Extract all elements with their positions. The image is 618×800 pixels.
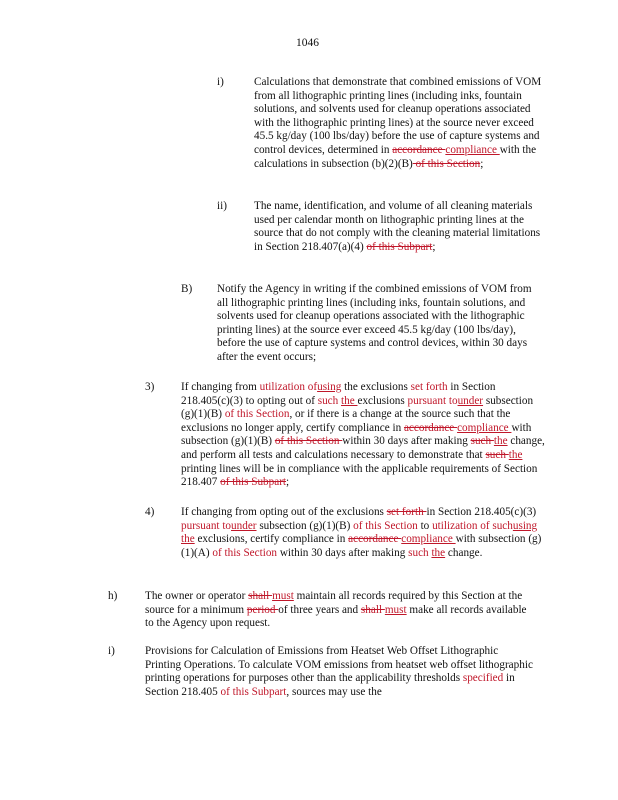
page-number: 1046 — [296, 37, 319, 49]
deleted-text: accordance — [392, 143, 446, 156]
revised-text: pursuant to — [181, 519, 232, 532]
text-run: of three years and — [278, 603, 361, 616]
deleted-text: of this Section — [274, 435, 343, 448]
item-label-4: 4) — [145, 506, 155, 518]
item-label-h: h) — [108, 590, 118, 602]
inserted-text: using — [317, 381, 342, 393]
deleted-text: of this Subpart — [220, 476, 287, 489]
text-run: , or if there is a change at the source such that the exclusions no longer apply, certify compliance in — [181, 408, 511, 434]
item-label-B: B) — [181, 283, 193, 295]
paragraph — [254, 200, 546, 254]
revised-text: utilization of such — [432, 519, 513, 532]
text-run: , sources may use the — [286, 685, 382, 698]
revised-text: of this Section — [212, 546, 278, 559]
inserted-text: compliance — [445, 143, 500, 156]
item-label-i: i) — [217, 76, 224, 88]
item-label-ii: ii) — [217, 200, 227, 212]
revised-text: set forth — [410, 381, 448, 393]
deleted-text: accordance — [403, 421, 458, 434]
inserted-text: the — [493, 435, 508, 448]
text-run: in Section 218.405 — [145, 672, 515, 698]
text-run: The owner or operator — [145, 590, 249, 602]
deleted-text: shall — [360, 603, 385, 616]
paragraph — [254, 76, 546, 171]
item-ii-text — [254, 200, 546, 254]
inserted-text: the — [341, 394, 358, 407]
revised-text: such — [408, 546, 432, 559]
revised-text: pursuant to — [407, 394, 458, 407]
text-run: in Section 218.405(c)(3) — [426, 506, 537, 518]
item-i-upper-text — [145, 645, 537, 699]
text-run: If changing from — [181, 381, 260, 393]
inserted-text: the — [431, 546, 446, 559]
text-run: printing lines will be in compliance with the applicable requirements of Section 218.407 — [181, 462, 538, 489]
paragraph — [145, 645, 537, 699]
revised-text: such — [317, 394, 342, 407]
text-run: If changing from opting out of the exclusions — [181, 506, 387, 518]
text-run: ; — [432, 240, 436, 253]
paragraph — [181, 381, 545, 490]
inserted-text: compliance — [401, 533, 456, 546]
item-i-text — [254, 76, 546, 171]
text-run: Notify the Agency in writing if the combined emissions of VOM from all lithographic printing lines (including inks, fountain solutions, and solvents used for cleanup operations associated with the lithographic printing lines) at the source ever exceed 45.5 kg/day (100 lbs/day), before the use of capture systems and control devices, within 30 days after the event occurs; — [217, 283, 532, 363]
text-run: ; — [286, 476, 290, 489]
text-run: within 30 days after making — [277, 546, 409, 559]
text-run: Calculations that demonstrate that combined emissions of VOM from all lithographic printing lines (including inks, fountain solutions, and solvents used for cleanup operations associated with the lithographic printing lines) at the source never exceed 45.5 kg/day (100 lbs/day) before the use of capture systems and control devices, determined in — [254, 76, 542, 156]
text-run: The name, identification, and volume of all cleaning materials used per calendar month on lithographic printing lines at the source that do not comply with the cleaning material limitations in Section 218.407(a)(4) — [254, 200, 541, 253]
inserted-text: compliance — [457, 421, 512, 434]
deleted-text: accordance — [348, 533, 402, 546]
revised-text: utilization of — [259, 381, 318, 393]
inserted-text: using the — [181, 519, 538, 546]
text-run: exclusions — [357, 394, 408, 407]
item-label-i-upper: i) — [108, 645, 115, 657]
deleted-text: period — [246, 603, 279, 616]
text-run: Provisions for Calculation of Emissions from Heatset Web Offset Lithographic Printing Operations. To calculate VOM emissions from heatset web offset lithographic printing operations for purposes other than the applicability thresholds — [145, 645, 533, 685]
text-run: with subsection (g)(1)(B) — [181, 421, 532, 448]
item-label-3: 3) — [145, 381, 155, 393]
text-run: the exclusions — [341, 381, 411, 393]
text-run: change. — [445, 546, 483, 559]
inserted-text: must — [272, 590, 294, 602]
text-run: ; — [480, 157, 484, 170]
text-run: maintain all records required by this Section at the source for a minimum — [145, 590, 523, 616]
deleted-text: of this Section — [412, 157, 481, 170]
deleted-text: of this Subpart — [366, 240, 433, 253]
inserted-text: the — [508, 448, 523, 461]
paragraph — [181, 506, 545, 560]
revised-text: of this Subpart — [220, 685, 287, 698]
deleted-text: set forth — [386, 506, 427, 518]
text-run: with subsection (g)(1)(A) — [181, 533, 542, 559]
item-h-text — [145, 590, 537, 631]
text-run: exclusions, certify compliance in — [194, 533, 349, 546]
deleted-text: such — [485, 448, 509, 461]
revised-text: of this Section — [224, 408, 290, 421]
revised-text: of this Section — [353, 519, 418, 532]
inserted-text: must — [384, 603, 407, 616]
deleted-text: such — [470, 435, 494, 448]
text-run: change, and perform all tests and calculations necessary to demonstrate that — [181, 435, 545, 461]
text-run: with the calculations in subsection (b)(2)(B) — [254, 143, 537, 170]
inserted-text: under — [231, 519, 257, 532]
text-run: in Section 218.405(c)(3) to opting out of — [181, 381, 496, 407]
text-run: subsection (g)(1)(B) — [181, 394, 534, 421]
text-run: subsection (g)(1)(B) — [256, 519, 354, 532]
paragraph — [145, 590, 537, 631]
inserted-text: under — [457, 394, 484, 407]
item-B-text — [217, 283, 545, 365]
text-run: within 30 days after making — [342, 435, 471, 448]
item-3-text — [181, 381, 545, 490]
deleted-text: shall — [248, 590, 273, 602]
text-run: to — [417, 519, 433, 532]
revised-text: specified — [462, 672, 504, 685]
text-run: make all records available to the Agency upon request. — [145, 603, 527, 630]
item-4-text — [181, 506, 545, 560]
paragraph — [217, 283, 545, 365]
